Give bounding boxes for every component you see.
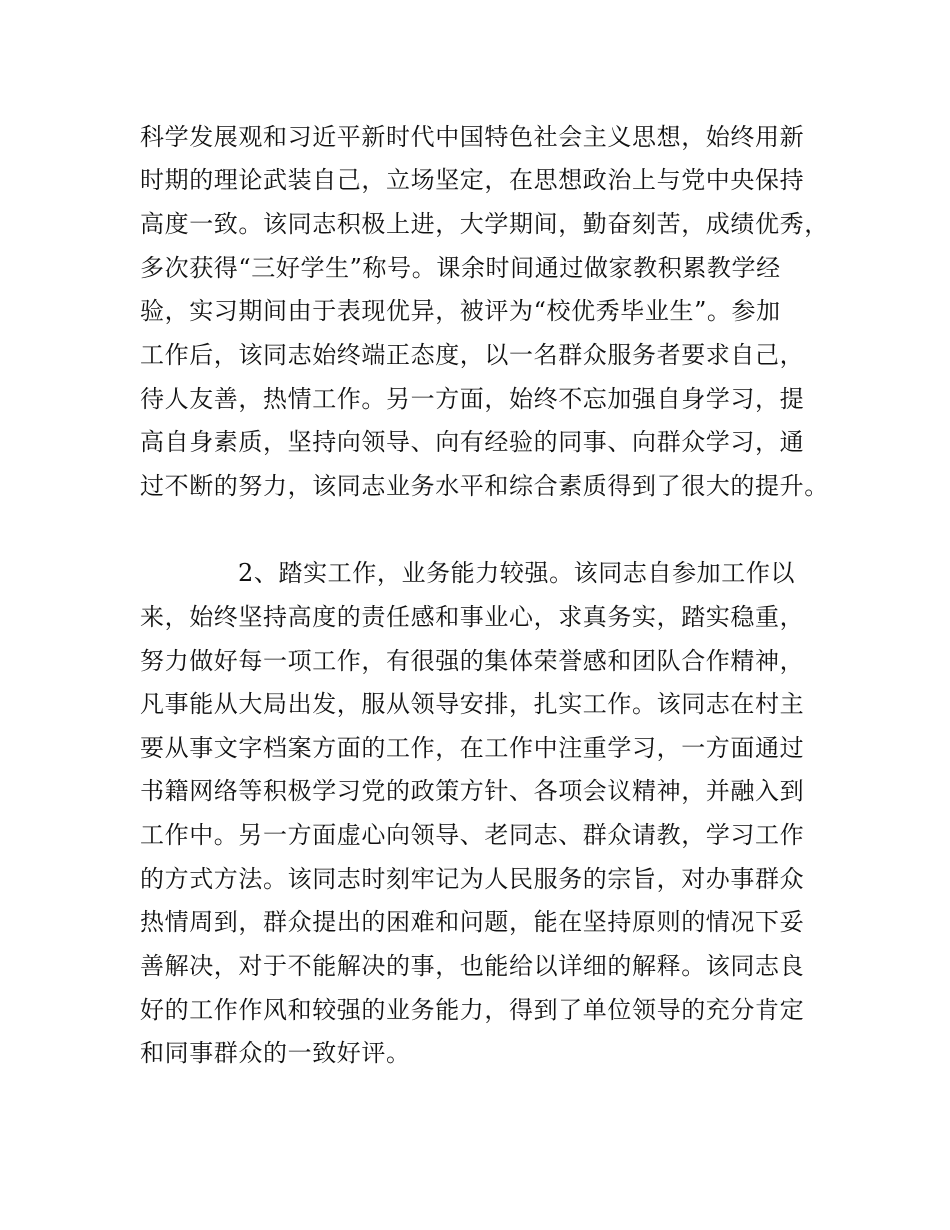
paragraph-line: 的方式方法。该同志时刻牢记为人民服务的宗旨，对办事群众 xyxy=(140,865,805,893)
paragraph-line: 善解决，对于不能解决的事，也能给以详细的解释。该同志良 xyxy=(140,952,805,980)
paragraph-line: 要从事文字档案方面的工作，在工作中注重学习，一方面通过 xyxy=(140,734,805,762)
paragraph-line: 时期的理论武装自己，立场坚定，在思想政治上与党中央保持 xyxy=(140,166,805,194)
paragraph-line: 书籍网络等积极学习党的政策方针、各项会议精神，并融入到 xyxy=(140,777,805,805)
paragraph-line: 好的工作作风和较强的业务能力，得到了单位领导的充分肯定 xyxy=(140,996,805,1024)
paragraph-line: 2、踏实工作，业务能力较强。该同志自参加工作以 xyxy=(238,559,796,587)
paragraph-line: 和同事群众的一致好评。 xyxy=(140,1039,411,1067)
paragraph-line: 验，实习期间由于表现优异，被评为“校优秀毕业生”。参加 xyxy=(140,297,781,325)
paragraph-line: 工作中。另一方面虚心向领导、老同志、群众请教，学习工作 xyxy=(140,821,805,849)
paragraph-line: 热情周到，群众提出的困难和问题，能在坚持原则的情况下妥 xyxy=(140,908,805,936)
paragraph-line: 高自身素质，坚持向领导、向有经验的同事、向群众学习，通 xyxy=(140,428,805,456)
paragraph-line: 努力做好每一项工作，有很强的集体荣誉感和团队合作精神， xyxy=(140,647,805,675)
paragraph-line: 凡事能从大局出发，服从领导安排，扎实工作。该同志在村主 xyxy=(140,690,805,718)
paragraph-line: 待人友善，热情工作。另一方面，始终不忘加强自身学习，提 xyxy=(140,385,805,413)
paragraph-line: 过不断的努力，该同志业务水平和综合素质得到了很大的提升。 xyxy=(140,472,829,500)
paragraph-line: 高度一致。该同志积极上进，大学期间，勤奋刻苦，成绩优秀， xyxy=(140,210,829,238)
paragraph-line: 科学发展观和习近平新时代中国特色社会主义思想，始终用新 xyxy=(140,123,805,151)
paragraph-line: 多次获得“三好学生”称号。课余时间通过做家教积累教学经 xyxy=(140,254,781,282)
paragraph-line: 工作后，该同志始终端正态度，以一名群众服务者要求自己， xyxy=(140,341,805,369)
paragraph-line: 来，始终坚持高度的责任感和事业心，求真务实，踏实稳重， xyxy=(140,603,805,631)
